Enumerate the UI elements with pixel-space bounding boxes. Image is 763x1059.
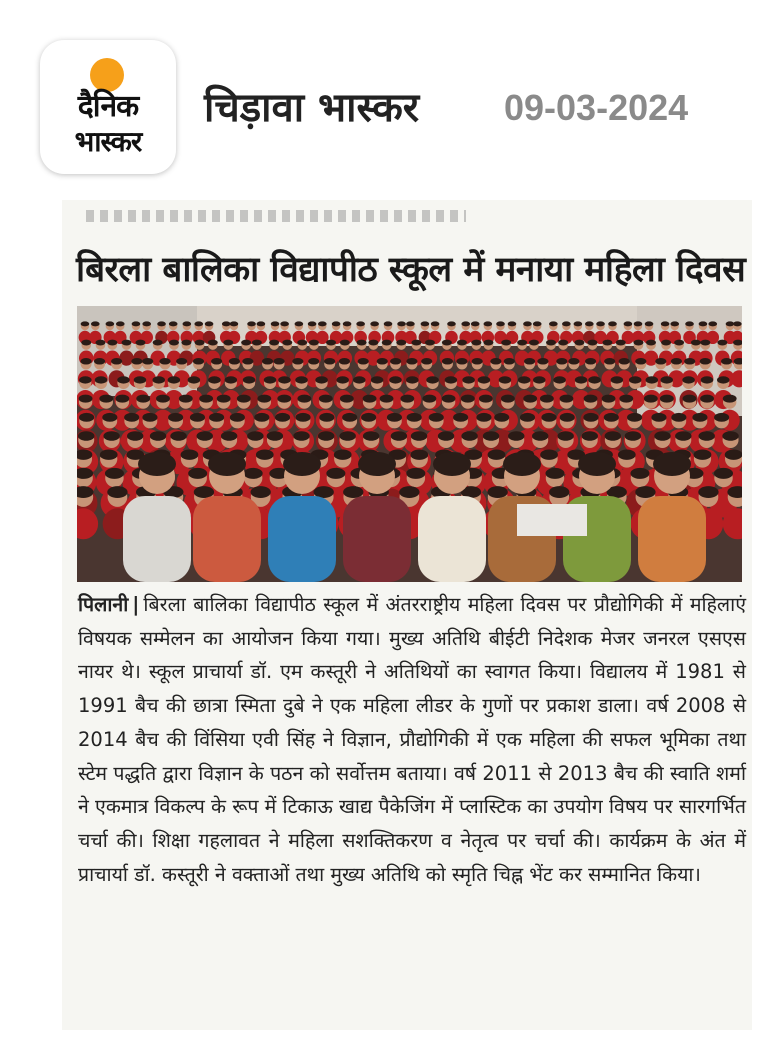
article-dateline: पिलानी: [78, 593, 129, 616]
dateline-separator: |: [132, 593, 140, 616]
logo-line-2: भास्कर: [74, 125, 142, 158]
app-header: [0, 0, 763, 200]
event-photo: [77, 306, 742, 582]
article-body: [78, 588, 746, 891]
article-text: बिरला बालिका विद्यापीठ स्कूल में अंतरराष्ट्रीय महिला दिवस पर प्रौद्योगिकी में महिलाएं विषयक सम्मेलन का आयोजन किया गया। मुख्य अतिथि बीईटी निदेशक मेजर जनरल एसएस नायर थे। स्कूल प्राचार्या डॉ. एम कस्तूरी ने अतिथियों का स्वागत किया। विद्यालय में 1981 से 1991 बैच की छात्रा स्मिता दुबे ने एक महिला लीडर के गुणों पर प्रकाश डाला। वर्ष 2008 से 2014 बैच की विंसिया एवी सिंह ने विज्ञान, प्रौद्योगिकी में एक महिला की सफल भूमिका तथा स्टेम पद्धति द्वारा विज्ञान के पठन को सर्वोत्तम बताया। वर्ष 2011 से 2013 बैच की स्वाति शर्मा ने एकमात्र विकल्प के रूप में टिकाऊ खाद्य पैकेजिंग में प्लास्टिक का उपयोग विषय पर सारगर्भित चर्चा की। शिक्षा गहलावत ने महिला सशक्तिकरण व नेतृत्व पर चर्चा की। कार्यक्रम के अंत में प्राचार्या डॉ. कस्तूरी ने वक्ताओं तथा मुख्य अतिथि को स्मृति चिह्न भेंट कर सम्मानित किया।: [78, 593, 746, 886]
edition-date: 09-03-2024: [504, 87, 689, 128]
dainik-bhaskar-logo[interactable]: [40, 40, 176, 174]
clipping-cut-edge: [86, 210, 466, 222]
logo-line-1: दैनिक: [77, 89, 139, 124]
sun-icon: [90, 58, 124, 92]
edition-title: चिड़ावा भास्कर: [204, 85, 420, 131]
audience-image: [77, 306, 742, 582]
article-headline: बिरला बालिका विद्यापीठ स्कूल में मनाया महिला दिवस: [76, 250, 746, 290]
